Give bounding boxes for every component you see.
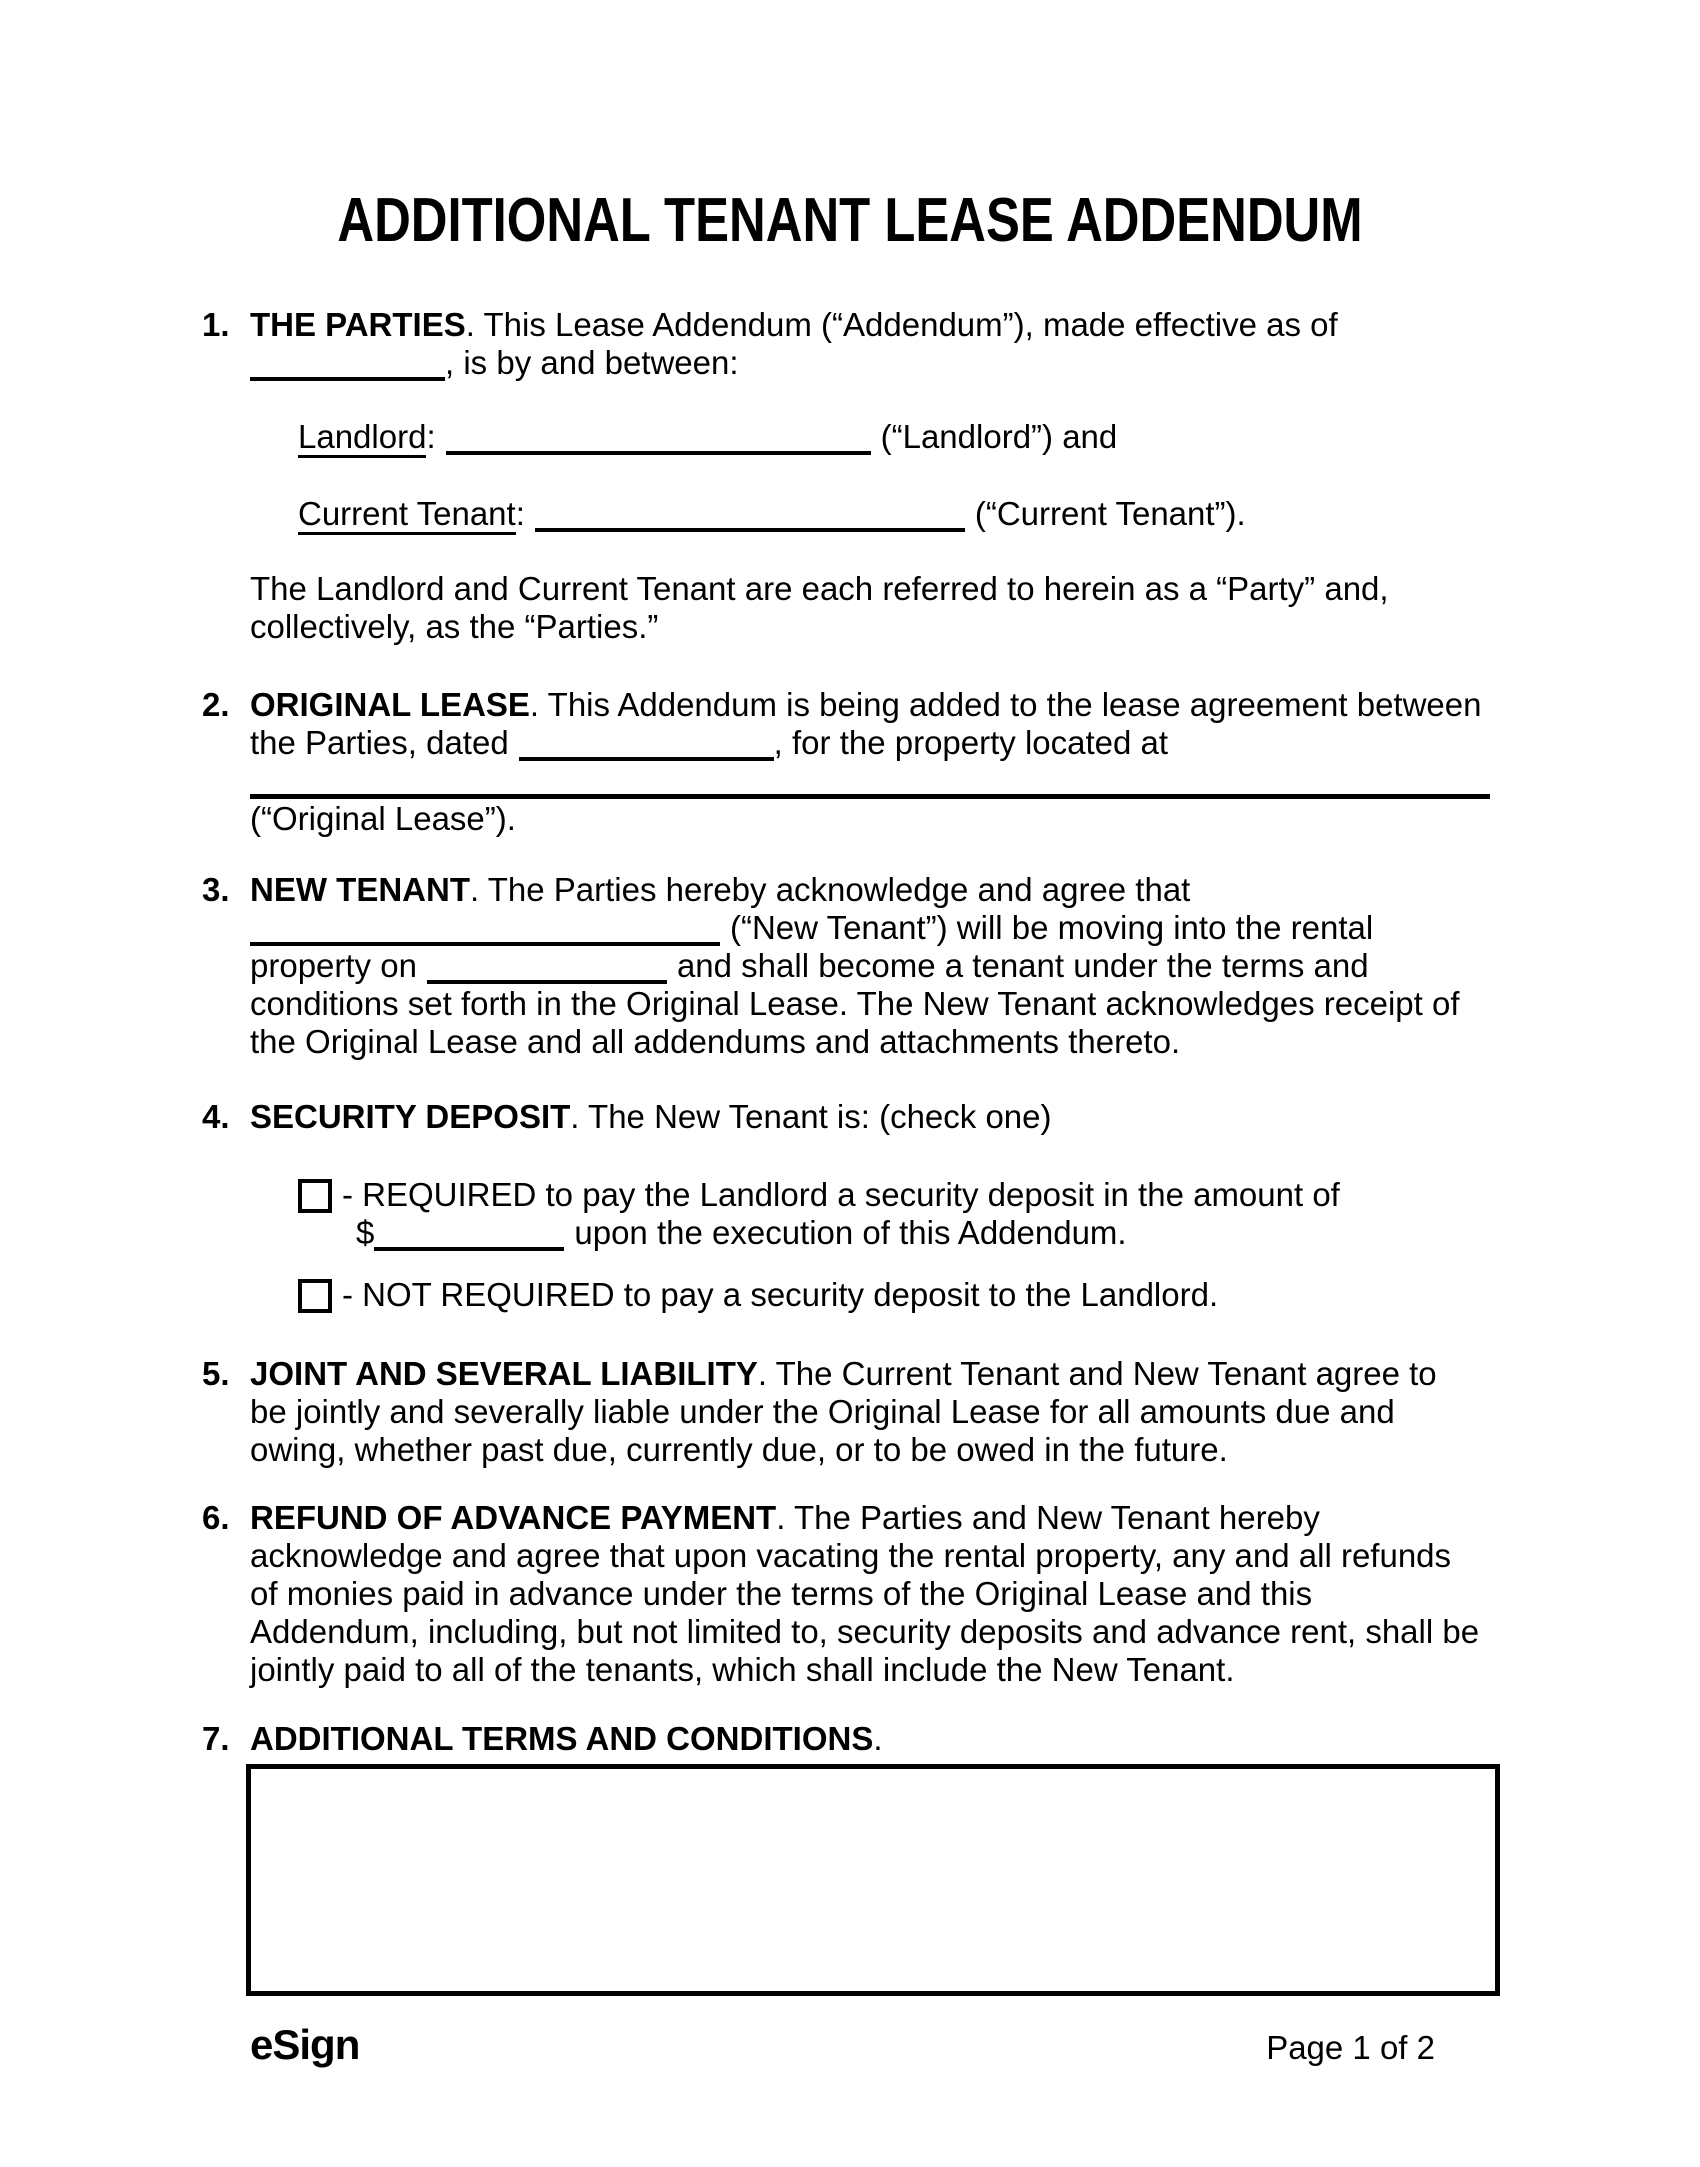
dollar-sign: $ [356,1214,375,1251]
esign-logo: eSign [250,2021,360,2068]
current-tenant-name-blank[interactable] [535,528,965,532]
section-1-heading: THE PARTIES [250,306,466,343]
section-new-tenant [202,871,1700,1061]
text-line [250,1098,1500,1136]
section-3-text-3: property on [250,947,417,984]
text-line: acknowledge and agree that upon vacating the rental property, any and all refunds [250,1537,1452,1574]
section-1-number: 1. [202,306,230,343]
text-line [250,871,1500,909]
text-line: the Original Lease and all addendums and attachments thereto. [250,1023,1181,1060]
text-line [250,1355,1500,1393]
current-tenant-label: Current Tenant [298,495,516,535]
section-6-text: . The Parties and New Tenant hereby [776,1499,1320,1536]
section-7-text: . [873,1720,883,1757]
landlord-suffix: (“Landlord”) and [880,418,1118,455]
required-option-row [298,1176,1500,1252]
landlord-label: Landlord [298,418,426,458]
not-required-option-text: - NOT REQUIRED to pay a security deposit to the Landlord. [342,1276,1219,1313]
section-refund-advance [202,1499,1700,1689]
section-6-heading: REFUND OF ADVANCE PAYMENT [250,1499,777,1536]
section-2-heading: ORIGINAL LEASE [250,686,530,723]
text-line [250,762,1500,800]
section-4-text-2: upon the execution of this Addendum. [574,1214,1127,1251]
text-line: owing, whether past due, currently due, or to be owed in the future. [250,1431,1228,1468]
text-line: be jointly and severally liable under the Original Lease for all amounts due and [250,1393,1395,1430]
section-3-text: . The Parties hereby acknowledge and agree that [469,871,1191,908]
section-2-text-3: , for the property located at [773,724,1169,761]
text-line: collectively, as the “Parties.” [250,608,659,645]
not-required-option-row [298,1276,1500,1314]
additional-terms-box[interactable] [246,1764,1500,1996]
required-option-text [342,1176,1340,1252]
text-line: The Landlord and Current Tenant are each referred to herein as a “Party” and, [250,570,1389,607]
landlord-line [298,418,1500,456]
text-line: (“Original Lease”). [250,800,516,837]
text-line: - REQUIRED to pay the Landlord a security deposit in the amount of [342,1176,1340,1213]
section-1-text-2: , is by and between: [445,344,739,381]
section-3-text-2: (“New Tenant”) will be moving into the rental [730,909,1374,946]
text-line [250,947,1500,985]
text-line [250,909,1500,947]
section-3-heading: NEW TENANT [250,871,470,908]
document-title: ADDITIONAL TENANT LEASE ADDENDUM [337,186,1363,255]
section-2-number: 2. [202,686,230,723]
text-line [250,686,1500,724]
section-2-text-2: the Parties, dated [250,724,509,761]
new-tenant-name-blank[interactable] [250,942,720,946]
text-line [250,724,1500,762]
deposit-amount-blank[interactable] [374,1247,564,1251]
section-5-text: . The Current Tenant and New Tenant agree to [757,1355,1437,1392]
section-original-lease [202,686,1700,838]
section-additional-terms [202,1720,1700,1996]
text-line: Addendum, including, but not limited to, security deposits and advance rent, shall be [250,1613,1480,1650]
text-line: of monies paid in advance under the terms of the Original Lease and this [250,1575,1313,1612]
text-line [250,306,1500,344]
required-checkbox[interactable] [298,1179,332,1213]
text-line: conditions set forth in the Original Lease. The New Tenant acknowledges receipt of [250,985,1460,1022]
section-2-text: . This Addendum is being added to the lease agreement between [529,686,1482,723]
section-7-number: 7. [202,1720,230,1757]
text-line [250,344,1500,382]
not-required-checkbox[interactable] [298,1279,332,1313]
current-tenant-suffix: (“Current Tenant”). [974,495,1246,532]
parties-paragraph [250,570,1500,646]
section-3-text-4: and shall become a tenant under the terms and [676,947,1369,984]
landlord-name-blank[interactable] [446,451,871,455]
lease-date-blank[interactable] [519,757,774,761]
section-4-text: . The New Tenant is: (check one) [570,1098,1052,1135]
effective-date-blank[interactable] [250,377,445,381]
page-indicator: Page 1 of 2 [1266,2029,1435,2066]
move-in-date-blank[interactable] [427,980,667,984]
landlord-colon: : [426,418,436,455]
current-tenant-line [298,495,1500,533]
section-6-number: 6. [202,1499,230,1536]
text-line [250,1720,1500,1758]
page-footer [250,2022,1435,2068]
section-joint-liability [202,1355,1700,1469]
current-tenant-colon: : [515,495,525,532]
section-4-heading: SECURITY DEPOSIT [250,1098,571,1135]
section-the-parties [202,306,1700,646]
section-7-heading: ADDITIONAL TERMS AND CONDITIONS [250,1720,874,1757]
section-5-heading: JOINT AND SEVERAL LIABILITY [250,1355,758,1392]
text-line [356,1214,1340,1252]
section-4-number: 4. [202,1098,230,1135]
property-address-blank[interactable] [250,794,1490,799]
section-3-number: 3. [202,871,230,908]
text-line: jointly paid to all of the tenants, which shall include the New Tenant. [250,1651,1235,1688]
section-security-deposit [202,1098,1700,1314]
section-5-number: 5. [202,1355,230,1392]
section-1-text: . This Lease Addendum (“Addendum”), made effective as of [465,306,1338,343]
text-line [250,1499,1500,1537]
